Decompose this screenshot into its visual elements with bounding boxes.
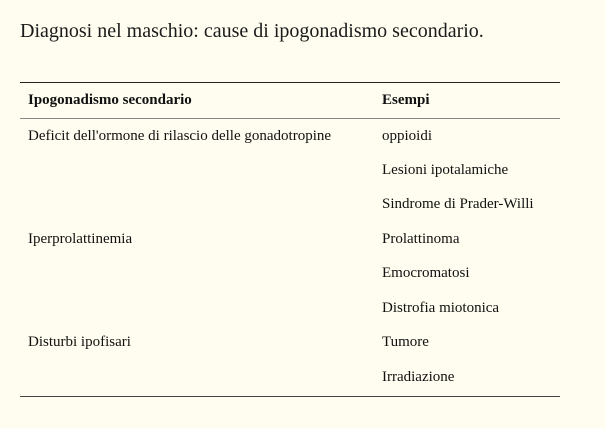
table-row — [20, 222, 560, 256]
example-cell: Prolattinoma — [382, 230, 460, 247]
table-row — [20, 188, 560, 222]
table-row — [20, 153, 560, 187]
cause-cell — [20, 188, 370, 222]
causes-table — [20, 82, 560, 397]
cause-cell: Disturbi ipofisari — [28, 334, 131, 351]
column-header-cause: Ipogonadismo secondario — [20, 83, 370, 119]
page-title: Diagnosi nel maschio: cause di ipogonadismo secondario. — [20, 20, 484, 42]
cause-cell — [20, 153, 370, 187]
table-row — [20, 257, 560, 291]
table-row — [20, 119, 560, 154]
example-cell: Irradiazione — [382, 369, 455, 386]
table-header-row — [20, 83, 560, 119]
example-cell: Tumore — [382, 334, 429, 351]
cause-cell — [20, 291, 370, 325]
cause-cell — [20, 360, 370, 397]
cause-cell — [20, 257, 370, 291]
table-row — [20, 291, 560, 325]
cause-cell: Iperprolattinemia — [28, 230, 133, 247]
example-cell: Sindrome di Prader-Willi — [382, 196, 534, 213]
example-cell: Lesioni ipotalamiche — [382, 162, 509, 179]
column-header-examples: Esempi — [370, 83, 560, 119]
example-cell: Emocromatosi — [382, 265, 470, 282]
table-row — [20, 360, 560, 397]
example-cell: Distrofia miotonica — [382, 299, 500, 316]
example-cell: oppioidi — [382, 127, 433, 144]
table-row — [20, 325, 560, 359]
cause-cell: Deficit dell'ormone di rilascio delle gonadotropine — [28, 127, 332, 144]
